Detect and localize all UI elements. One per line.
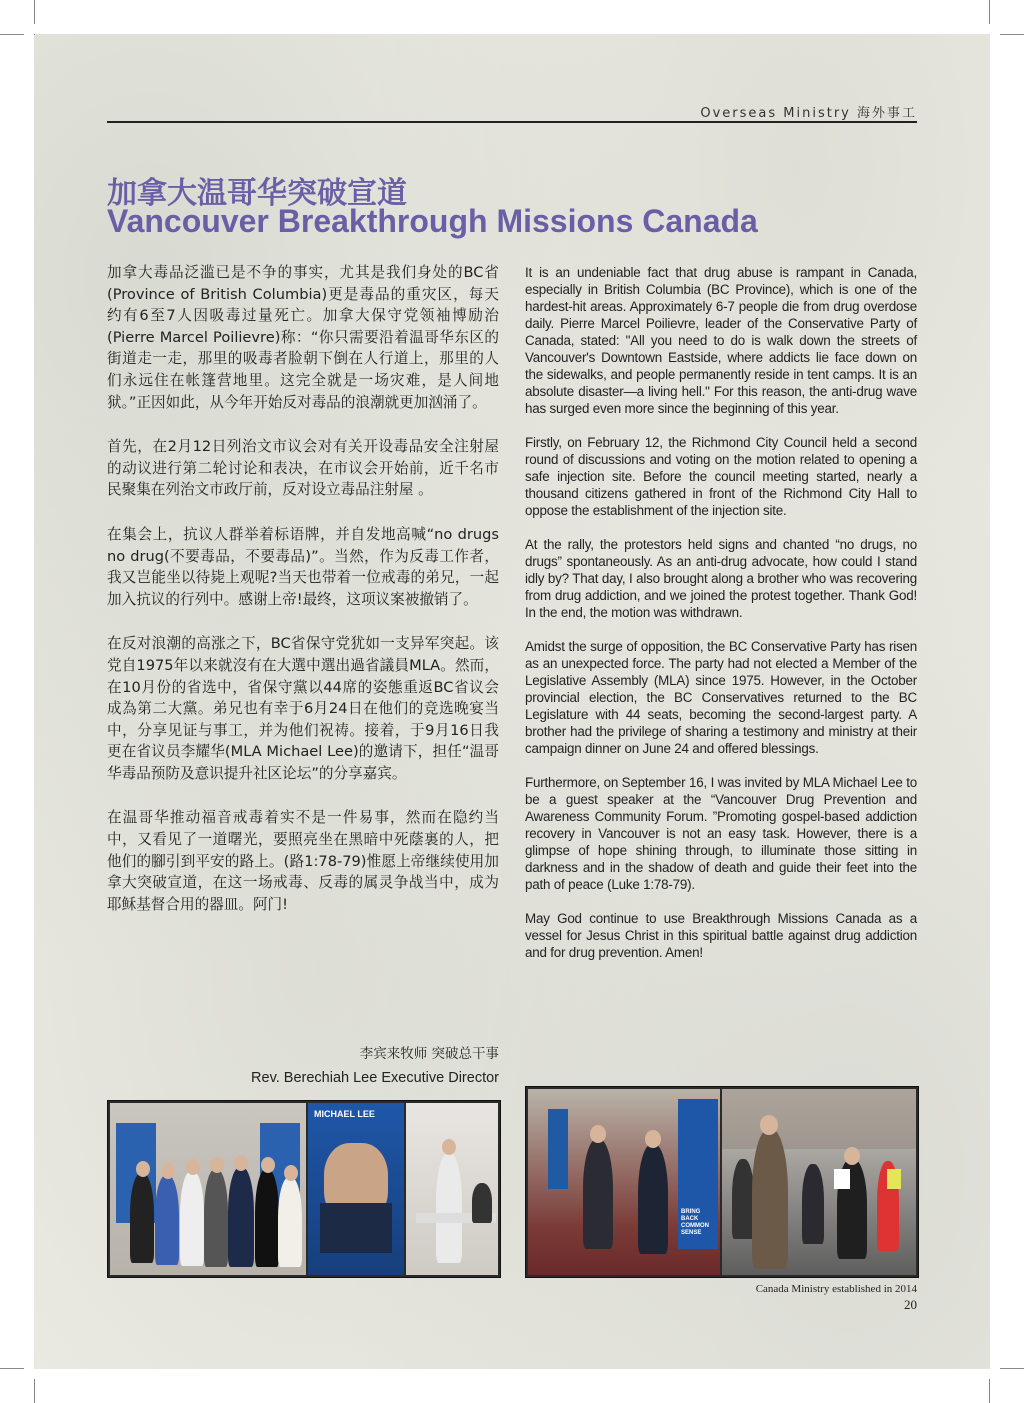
signature-chinese: 李宾来牧师 突破总干事 [359,1046,499,1062]
campaign-sign-text: BRING BACK COMMON SENSE [681,1209,709,1236]
crop-mark [0,34,24,35]
english-paragraph: It is an undeniable fact that drug abuse is rampant in Canada, especially in British Columbia (BC Province), which is one of the hardest-hit areas. Approximately 6-7 people die from drug overdose daily. Pierre Marcel Poilievre, leader of the Conservative Party of Canada, stated: "All you need to do is walk down the streets of Vancouver's Downtown Eastside, where addicts lie face down on the sidewalks, and people permanently reside in tent camps. It is an absolute disaster—a living hell." For this reason, the anti-drug wave has surged even more since the beginning of this year. [525,265,917,416]
crop-mark [989,1379,990,1403]
english-paragraph: Firstly, on February 12, the Richmond City Council held a second round of discussions and voting on the motion related to opening a safe injection site. Before the council meeting started, nearly a thousand citizens gathered in front of the Richmond City Hall to oppose the establishment of the injection site. [525,435,917,518]
section-header: Overseas Ministry 海外事工 [700,106,917,121]
crop-mark [1000,34,1024,35]
crop-mark [34,1379,35,1403]
photo-collage-left [107,1100,501,1278]
chinese-paragraph: 在反对浪潮的高涨之下，BC省保守党犹如一支异军突起。该党自1975年以来就沒有在大選中選出過省議員MLA。然而，在10月份的省选中，省保守黨以44席的姿態重返BC省议会成為第二大黨。弟兄也有幸于6月24日在他们的竞选晚宴当中，分享见证与事工，并为他们祝祷。接着，于9月16日我更在省议员李耀华(MLA Michael Lee)的邀请下，担任“温哥华毒品预防及意识提升社区论坛”的分享嘉宾。 [107,635,499,782]
chinese-paragraph: 在集会上，抗议人群举着标语牌，并自发地高喊“no drugs no drug(不要毒品，不要毒品)”。当然，作为反毒工作者，我又岂能坐以待毙上观呢?当天也带着一位戒毒的弟兄，一起加入抗议的行列中。感谢上帝!最终，这项议案被撤销了。 [107,525,499,608]
english-paragraph: At the rally, the protestors held signs and chanted “no drugs, no drugs” spontaneously. As an anti-drug advocate, how could I stand idly by? That day, I also brought along a brother who was recovering from drug addiction, and we joined the protest together. Thank God! In the end, the motion was withdrawn. [525,537,917,620]
campaign-dinner-photo [528,1089,720,1275]
crop-mark [0,1368,24,1369]
title-chinese: 加拿大温哥华突破宣道 [107,176,407,211]
banner-name: MICHAEL LEE [314,1109,375,1119]
crop-mark [1000,1368,1024,1369]
campaign-sign [678,1099,718,1249]
chinese-column [107,262,499,938]
crop-mark [34,0,35,24]
signature-block [251,1042,499,1086]
crop-mark [34,34,35,35]
flag-graphic [548,1109,568,1189]
footer-note: Canada Ministry established in 2014 [755,1283,917,1295]
speaker-photo [406,1103,498,1275]
header-rule [107,121,917,123]
chinese-paragraph: 首先，在2月12日列治文市议会对有关开设毒品安全注射屋的动议进行第二轮讨论和表决，在市议会开始前，近千名市民聚集在列治文市政厅前，反对设立毒品注射屋 。 [107,438,499,499]
english-paragraph: Furthermore, on September 16, I was invited by MLA Michael Lee to be a guest speaker at the “Vancouver Drug Prevention and Awareness Community Forum. ”Promoting gospel-based addiction recovery in Vancouver is not an easy task. However, there is a glimpse of hope shining through, to illuminate those sitting in darkness and in the shadow of death and guide their feet into the path of peace (Luke 1:78-79). [525,775,917,892]
english-column [525,264,917,978]
page-number: 20 [904,1297,917,1312]
safety-vest [887,1169,901,1189]
portrait-suit [320,1203,392,1253]
chinese-paragraph: 加拿大毒品泛滥已是不争的事实，尤其是我们身处的BC省(Province of British Columbia)更是毒品的重灾区，每天约有6至7人因吸毒过量死亡。加拿大保守党领袖博励治(Pierre Marcel Poilievre)称：“你只需要沿着温哥华东区的街道走一走，那里的吸毒者脸朝下倒在人行道上，那里的人们永远住在帐篷营地里。这完全就是一场灾难，是人间地狱。”正因如此，从今年开始反对毒品的浪潮就更加汹涌了。 [107,264,499,411]
protest-sign [834,1169,850,1189]
group-photo [110,1103,306,1275]
title-english: Vancouver Breakthrough Missions Canada [107,203,758,239]
crop-mark [989,0,990,24]
signature-english: Rev. Berechiah Lee Executive Director [251,1070,499,1086]
mla-banner-photo [308,1103,404,1275]
english-paragraph: May God continue to use Breakthrough Missions Canada as a vessel for Jesus Christ in this spiritual battle against drug addiction and for drug prevention. Amen! [525,911,917,960]
english-paragraph: Amidst the surge of opposition, the BC Conservative Party has risen as an unexpected force. The party had not elected a Member of the Legislative Assembly (MLA) since 1975. However, in the October provincial election, the BC Conservatives returned to the BC Legislature with 44 seats, becoming the second-largest party. A brother had the privilege of sharing a testimony and ministry at their campaign dinner on June 24 and offered blessings. [525,639,917,756]
protest-photo [722,1089,916,1275]
trees-graphic [722,1089,916,1149]
photo-collage-right [525,1086,919,1278]
chinese-paragraph: 在温哥华推动福音戒毒着实不是一件易事，然而在隐约当中，又看见了一道曙光，要照亮坐在黑暗中死蔭裏的人，把他们的腳引到平安的路上。(路1:78-79)惟愿上帝继续使用加拿大突破宣道，在这一场戒毒、反毒的属灵争战当中，成为耶稣基督合用的器皿。阿门! [107,809,499,913]
